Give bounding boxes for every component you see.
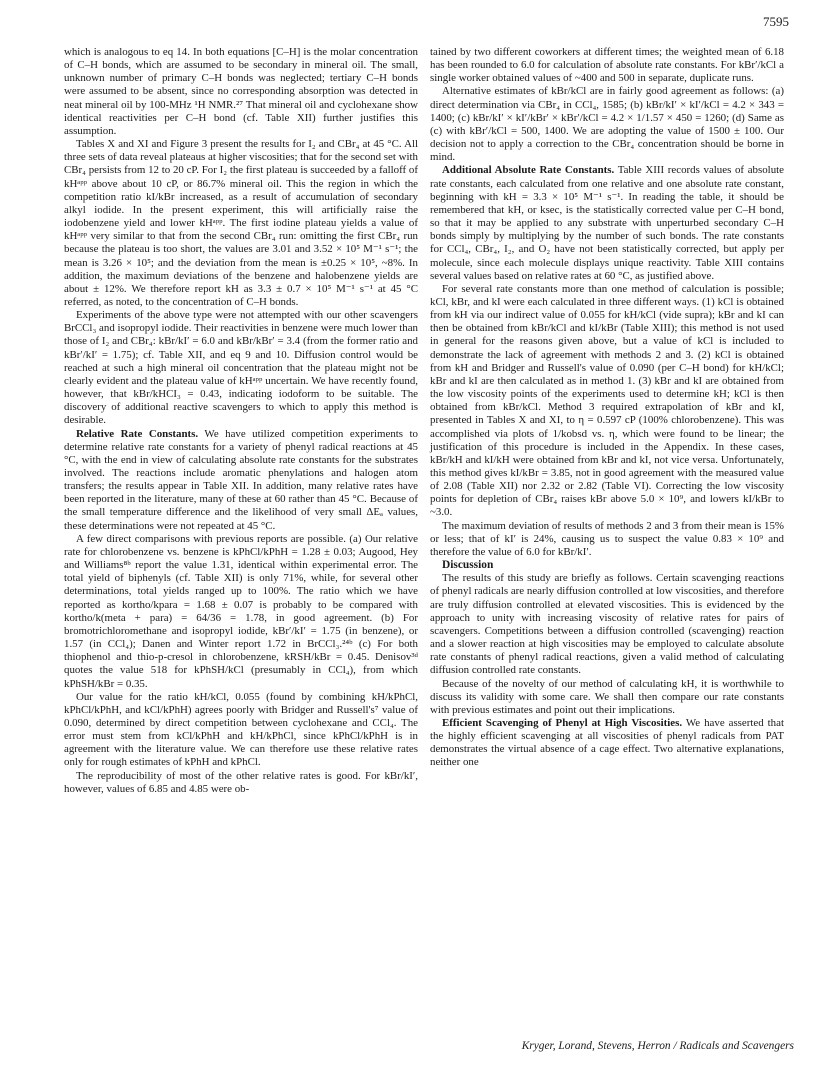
paragraph xyxy=(430,164,784,282)
paragraph-text: Because of the novelty of our method of calculating kH, it is worthwhile to discuss its validity with some care. We shall then compare our rate constants with previous estimates and point out their implications. xyxy=(430,677,784,716)
paragraph xyxy=(430,46,784,85)
paragraph xyxy=(64,533,418,691)
page-number: 7595 xyxy=(763,14,789,29)
paragraph-text: Tables X and XI and Figure 3 present the results for I₂ and CBr₄ at 45 °C. All three sets of data reveal plateaus at higher viscosities; that for the second set with CBr₄ persists from 12 to 20 cP. For I₂ the first plateau is succeeded by a falloff of kHᵃᵖᵖ above about 10 cP, or 86.7% mineral oil. This the region in which the competition ratio kI/kBr increased, as a result of accumulation of secondary alkyl iodide. In the present experiment, this will artificially raise the iodobenzene yield and lower kHᵃᵖᵖ. The first iodine plateau yields a value of kHᵃᵖᵖ very similar to that from the second CBr₄ run: omitting the first CBr₄ run because the plateau is too short, the values are 3.01 and 3.52 × 10⁵ M⁻¹ s⁻¹; the mean is 3.26 × 10⁵; and the deviation from the mean is ±0.25 × 10⁵, ~8%. In addition, the maximum deviations of the benzene and halobenzene yields are about ± 12%. We therefore report kH as 3.3 ± 0.7 × 10⁵ M⁻¹ s⁻¹ at 45 °C referred, as noted, to the concentration of C–H bonds. xyxy=(64,138,418,308)
paragraph xyxy=(64,691,418,770)
paragraph xyxy=(430,85,784,164)
paragraph-text: A few direct comparisons with previous reports are possible. (a) Our relative rate for chlorobenzene vs. benzene is kPhCl/kPhH = 1.28 ± 0.03; Augood, Hey and Williams⁸ᵇ report the value 1.31, identical within experimental error. The total yield of biphenyls (cf. Table XII) is only 71%, while, for several other determinations, total yields ranged up to 100%. The ratio which we have reported as kortho/kpara = 1.68 ± 0.07 is probably to be compared with kortho/k(meta + para) = 64/36 = 1.78, in good agreement. (b) For bromotrichloromethane and isopropyl iodide, kBr′/kI′ = 1.75 (in benzene), or 1.57 (in CCl₄); Danen and Winter report 1.72 in BrCCl₃.²⁴ᵇ (c) For both thiophenol and thio-p-cresol in chlorobenzene, kRSH/kBr = 0.45. Denisov³ᵈ quotes the value 518 for kPhSH/kCl (presumably in CCl₄), from which kPhSH/kBr = 0.35. xyxy=(64,532,418,690)
left-column xyxy=(64,46,418,796)
paragraph xyxy=(64,770,418,796)
paragraph xyxy=(430,520,784,559)
paragraph-text: The maximum deviation of results of methods 2 and 3 from their mean is 15% or less; that of kI′ is 24%, causing us to suspect the value 0.83 × 10⁹ and therefore the value of 6.0 for kBr/kI′. xyxy=(430,519,784,558)
running-footer: Kryger, Lorand, Stevens, Herron / Radicals and Scavengers xyxy=(521,1040,794,1052)
paragraph-text: Our value for the ratio kH/kCl, 0.055 (found by combining kH/kPhCl, kPhCl/kPhH, and kCl/kPhH) agrees poorly with Bridger and Russell's⁷ value of 0.090, determined by direct competition between cyclohexane and CCl₄. The error must stem from kCl/kPhH and kH/kPhCl, since kPhCl/kPhH is in agreement with the literature value. We can therefore use these relative rates only for rough estimates of kPhH and kPhCl. xyxy=(64,690,418,769)
paragraph xyxy=(430,717,784,770)
paragraph-text: tained by two different coworkers at different times; the weighted mean of 6.18 has been rounded to 6.0 for calculation of absolute rate constants. For kBr′/kCl a single worker obtained values of ~400 and 500 in separate, duplicate runs. xyxy=(430,46,784,85)
right-column xyxy=(430,46,784,770)
paragraph xyxy=(64,309,418,427)
paragraph-text: Table XIII records values of absolute rate constants, each calculated from one relative and one absolute rate constant, beginning with kH = 3.3 × 10⁵ M⁻¹ s⁻¹. In reading the table, it should be remembered that kH, or ksec, is the statistically corrected value per C–H bond, so that it may be applied to any substrate with unperturbed secondary C–H bonds simply by multiplying by the number of such bonds. The rate constants for CCl₄, CBr₄, I₂, and O₂ have not been statistically corrected, but apply per molecule, since each molecule displays unique reactivity. Table XIII contains several values based on relative rates at 60 °C, as justified above. xyxy=(430,164,785,282)
paragraph-text: For several rate constants more than one method of calculation is possible; kCl, kBr, and kI were each calculated in three different ways. (1) kCl is obtained from kH via our indirect value of 0.055 for kH/kCl (vide supra); kBr and kI can then be obtained from kBr/kCl and kI/kBr (Table XIII); this method is not used in general for the reasons given above, but a value of kCl is included to demonstrate the lack of agreement with methods 2 and 3. (2) kCl is obtained from kH and Bridger and Russell's value of 0.090 (per C–H bond) for kH/kCl; kBr and kI are then calculated as in method 1. (3) kBr and kI are obtained from the low viscosity points of the experiments used to determine kH; kCl is then obtained from kBr/kCl. Method 3 required extrapolation of kBr and kI, presented in Tables X and XI, to η = 0.597 cP (100% chlorobenzene). This was accomplished via plots of 1/kobsd vs. η, which were found to be linear; the justification of this procedure is included in the Appendix. In these cases, kBr/kH and kI/kH were obtained from kBr and kI, not vice versa. Unfortunately, this method gives kI/kBr = 3.85, not in good agreement with the measured value of 2.08 (Table XII) nor 2.32 or 2.82 (Table VI). Correcting the low viscosity points for depletion of CBr₄ raises kBr above 5.0 × 10⁹, and lowers kI/kBr to ~3.0. xyxy=(430,282,784,519)
paragraph-text: Experiments of the above type were not attempted with our other scavengers BrCCl₃ and isopropyl iodide. Their reactivities in benzene were much lower than those of I₂ and CBr₄: kBr/kI′ = 6.0 and kBr/kBr′ = 3.4 (from the former ratio and kBr′/kI′ = 1.75); cf. Table XII, and eq 9 and 10. Diffusion control would be reached at such a high mineral oil concentration that the plateau might not be clearly evident and the plateau value of kHᵃᵖᵖ uncertain. We have recently found, however, that kBr/kHCI₃ = 0.43, indicating iodoform to be suitable. The discovery of additional reactive scavengers to which to apply this method is desirable. xyxy=(64,309,418,427)
paragraph-text: We have asserted that the highly efficient scavenging at all viscosities of phenyl radicals from PAT demonstrates the virtual absence of a cage effect. Two alternative explanations, neither one xyxy=(430,716,784,769)
paragraph xyxy=(430,678,784,717)
paragraph xyxy=(64,46,418,138)
paragraph xyxy=(64,428,418,533)
paragraph-text: We have utilized competition experiments to determine relative rate constants for a variety of phenyl radical reactions at 45 °C, with the end in view of calculating absolute rate constants for the substrates involved. The reactions include aromatic phenylations and halogen atom transfers; the results appear in Table XII. In addition, many relative rates have been reported in the literature, many of these at 60 rather than 45 °C. Because of the small temperature difference and the likelihood of very small ΔEₐ values, these determinations were not repeated at 45 °C. xyxy=(64,427,418,532)
paragraph-text: Alternative estimates of kBr/kCl are in fairly good agreement as follows: (a) direct determination via CBr₄ in CCl₄, 1585; (b) kBr/kI′ × kI′/kCl = 4.2 × 343 = 1400; (c) kBr/kI′ × kI′/kBr′ × kBr′/kCl = 4.2 × 1/1.57 × 450 = 1260; (d) Same as (c) with kBr′/kCl = 500, 1400. We are adopting the value of 1500 ± 100. Our decision not to apply a correction to the CBr₄ concentration should be borne in mind. xyxy=(430,85,784,164)
paragraph xyxy=(430,572,784,677)
paragraph-text: which is analogous to eq 14. In both equations [C–H] is the molar concentration of C–H bonds, which are assumed to be secondary in mineral oil. The small, unknown number of primary C–H bonds was neglected; tertiary C–H bonds were assumed to be absent, since no corresponding absorption was detected in neat mineral oil by 100-MHz ¹H NMR.²⁷ That mineral oil and cyclohexane show identical reactivities per C–H bond (cf. Table XII) further justifies this assumption. xyxy=(64,46,418,137)
run-in-heading: Relative Rate Constants. xyxy=(76,427,199,440)
run-in-heading: Efficient Scavenging of Phenyl at High Viscosities. xyxy=(442,716,683,729)
paragraph xyxy=(430,283,784,520)
run-in-heading: Additional Absolute Rate Constants. xyxy=(442,164,615,177)
section-heading: Discussion xyxy=(442,559,494,572)
paragraph-text: The reproducibility of most of the other relative rates is good. For kBr/kI′, however, values of 6.85 and 4.85 were ob- xyxy=(64,769,418,795)
paragraph xyxy=(64,138,418,309)
paragraph-text: The results of this study are briefly as follows. Certain scavenging reactions of phenyl radicals are nearly diffusion controlled at low viscosities, and therefore are truly diffusion controlled at elevated viscosities. This is evidenced by the approach to unity with increasing viscosity of relative rates for pairs of scavengers. Competitions between a diffusion controlled (scavenging) reaction and a slower reaction at high viscosities may be employed to calculate absolute rate constants of phenyl radical reactions, given a valid method of calculating diffusion controlled rate constants. xyxy=(430,572,784,677)
